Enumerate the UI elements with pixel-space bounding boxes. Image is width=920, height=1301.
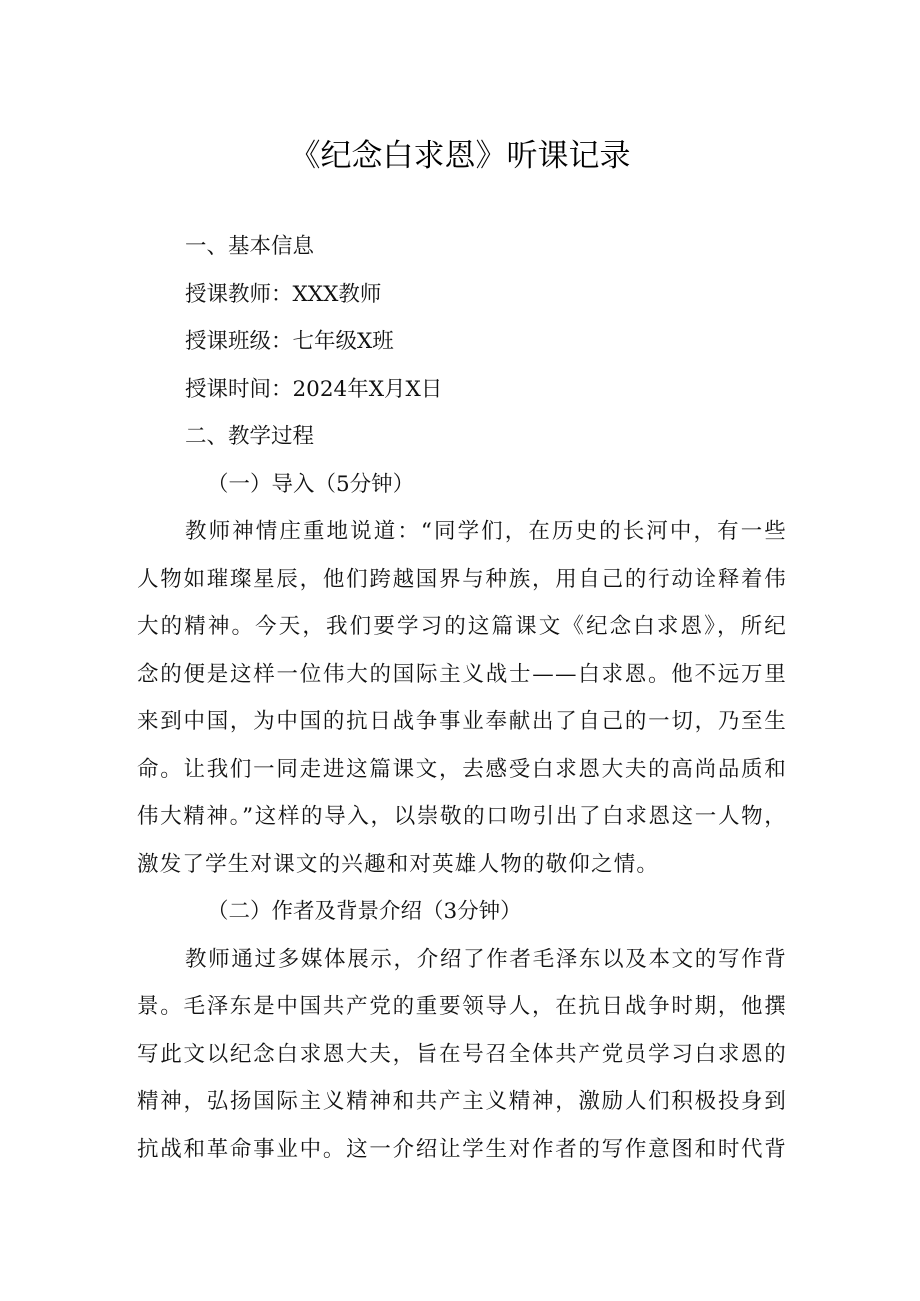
section-heading-basic-info: 一、基本信息 <box>185 234 315 259</box>
teacher-line: 授课教师：XXX教师 <box>185 281 382 307</box>
paragraph-line: 教师通过多媒体展示，介绍了作者毛泽东以及本文的写作背 <box>185 946 787 972</box>
time-line: 授课时间：2024年X月X日 <box>185 376 443 402</box>
paragraph-line: 大的精神。今天，我们要学习的这篇课文《纪念白求恩》，所纪 <box>137 614 787 639</box>
class-line: 授课班级：七年级X班 <box>185 329 394 354</box>
paragraph-line: 精神，弘扬国际主义精神和共产主义精神，激励人们积极投身到 <box>137 1089 787 1114</box>
subheading-intro: （一）导入（5分钟） <box>207 471 415 497</box>
paragraph-line: 来到中国，为中国的抗日战争事业奉献出了自己的一切，乃至生 <box>137 709 787 734</box>
subheading-author-background: （二）作者及背景介绍（3分钟） <box>207 899 522 924</box>
paragraph-intro <box>137 508 787 888</box>
paragraph-line: 写此文以纪念白求恩大夫，旨在号召全体共产党员学习白求恩的 <box>137 1041 787 1067</box>
paragraph-line: 命。让我们一同走进这篇课文，去感受白求恩大夫的高尚品质和 <box>137 756 787 782</box>
paragraph-author-background <box>137 936 787 1174</box>
paragraph-line: 教师神情庄重地说道：“同学们，在历史的长河中，有一些 <box>185 519 787 544</box>
paragraph-line: 激发了学生对课文的兴趣和对英雄人物的敬仰之情。 <box>137 851 660 877</box>
section-heading-teaching-process: 二、教学过程 <box>185 424 315 449</box>
paragraph-line: 念的便是这样一位伟大的国际主义战士——白求恩。他不远万里 <box>137 661 787 687</box>
paragraph-line: 人物如璀璨星辰，他们跨越国界与种族，用自己的行动诠释着伟 <box>137 566 787 592</box>
document-body <box>137 223 787 1173</box>
paragraph-line: 伟大精神。”这样的导入，以崇敬的口吻引出了白求恩这一人物， <box>137 804 787 829</box>
document-title: 《纪念白求恩》听课记录 <box>289 138 631 174</box>
paragraph-line: 抗战和革命事业中。这一介绍让学生对作者的写作意图和时代背 <box>137 1136 787 1162</box>
paragraph-line: 景。毛泽东是中国共产党的重要领导人，在抗日战争时期，他撰 <box>137 994 787 1019</box>
